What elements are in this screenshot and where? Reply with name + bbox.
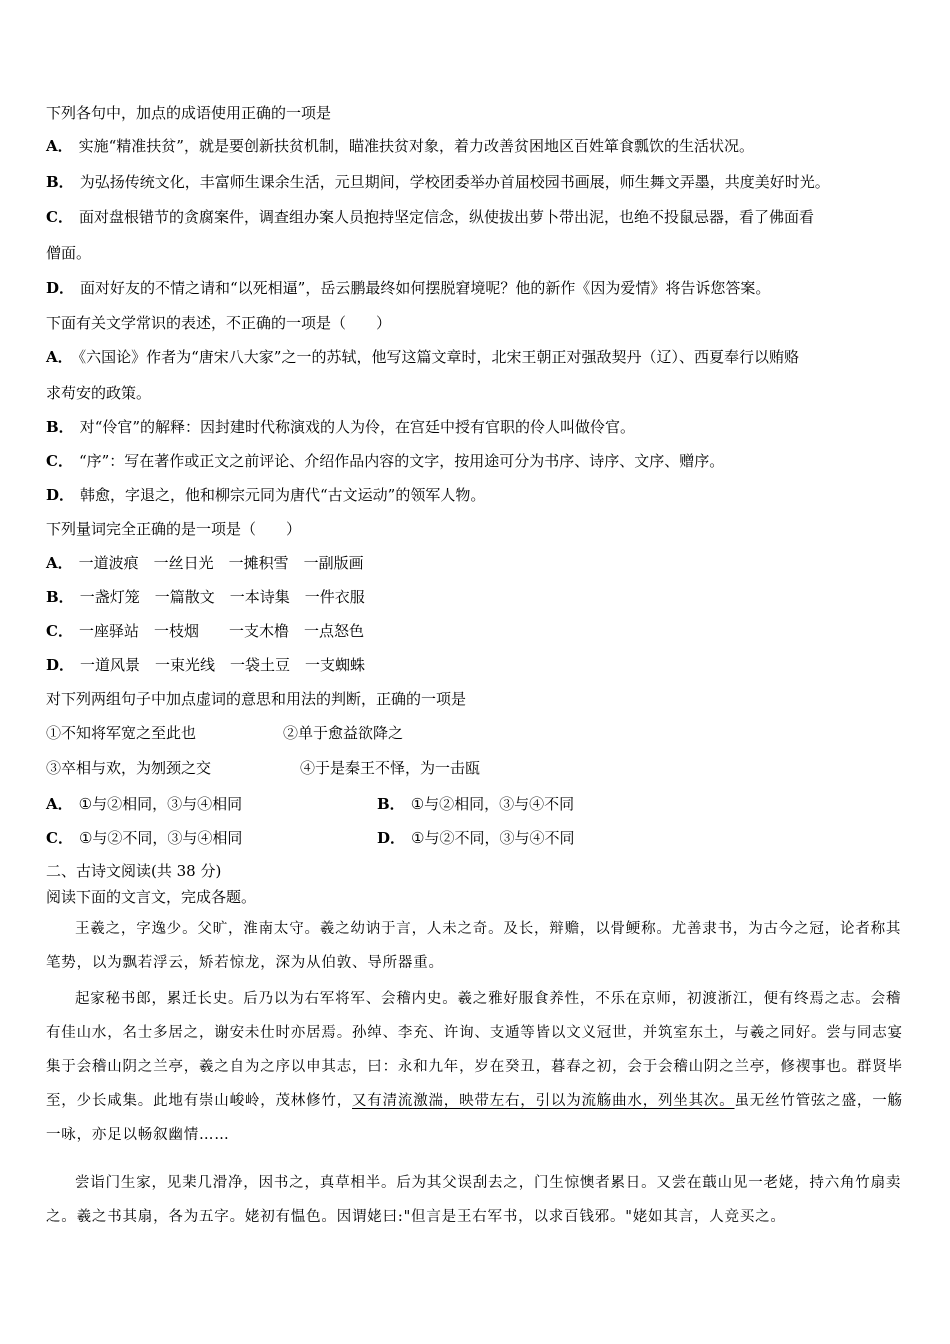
option-label: B． bbox=[46, 588, 74, 606]
option-label: D． bbox=[377, 829, 406, 847]
option-label: D． bbox=[46, 486, 75, 504]
option-label: B． bbox=[46, 173, 74, 191]
option-text: 为弘扬传统文化，丰富师生课余生活，元旦期间，学校团委举办首届校园书画展，师生舞文弄墨，共度美好时光。 bbox=[79, 173, 830, 191]
option-label: D． bbox=[46, 279, 75, 297]
q3-option-d[interactable] bbox=[46, 655, 365, 675]
q4-sentence-2: ②单于愈益欲降之 bbox=[283, 724, 404, 742]
option-label: C． bbox=[46, 452, 73, 470]
passage-text: 虽无丝竹管弦之盛，一觞一咏，亦足以畅叙幽情…… bbox=[46, 1093, 903, 1143]
q3-option-b[interactable] bbox=[46, 587, 365, 607]
passage-text: 起家秘书郎，累迁长史。后乃以为右军将军、会稽内史。羲之雅好服食养性，不乐在京师，初渡浙江，便有终焉之志。会稽有佳山水，名士多居之，谢安未仕时亦居焉。孙绰、李充、许询、支遁等皆以文义冠世，并筑室东土，与羲之同好。尝与同志宴集于会稽山阴之兰亭，羲之自为之序以申其志，曰：永和九年，岁在癸丑，暮春之初，会于会稽山阴之兰亭，修禊事也。群贤毕至，少长咸集。此地有崇山峻岭，茂林修竹， bbox=[46, 991, 903, 1109]
option-label: A． bbox=[46, 348, 73, 366]
passage-paragraph-1: 王羲之，字逸少。父旷，淮南太守。羲之幼讷于言，人未之奇。及长，辩赡，以骨鲠称。尤善隶书，为古今之冠，论者称其笔势，以为飘若浮云，矫若惊龙，深为从伯敦、导所器重。 bbox=[46, 921, 902, 971]
q4-option-a[interactable] bbox=[46, 794, 242, 814]
q2-stem: 下面有关文学常识的表述，不正确的一项是（ ） bbox=[46, 314, 392, 332]
q1-option-b[interactable] bbox=[46, 172, 830, 192]
q3-option-c[interactable] bbox=[46, 621, 364, 641]
q4-sentence-1: ①不知将军宽之至此也 bbox=[46, 724, 197, 742]
option-label: A． bbox=[46, 137, 73, 155]
option-text: 面对好友的不情之请和“以死相逼”，岳云鹏最终如何摆脱窘境呢？他的新作《因为爱情》将告诉您答案。 bbox=[80, 279, 771, 297]
q2-option-c[interactable] bbox=[46, 451, 724, 471]
q2-option-a[interactable] bbox=[46, 347, 799, 367]
option-text: 韩愈，字退之，他和柳宗元同为唐代“古文运动”的领军人物。 bbox=[80, 486, 486, 504]
underlined-sentence: 又有清流激湍，映带左右，引以为流觞曲水，列坐其次。 bbox=[352, 1093, 735, 1109]
option-label: B． bbox=[46, 418, 74, 436]
option-label: D． bbox=[46, 656, 75, 674]
q4-sentence-4: ④于是秦王不怿，为一击瓯 bbox=[300, 759, 481, 777]
option-text: ①与②不同，③与④相同 bbox=[78, 829, 243, 847]
option-text: 面对盘根错节的贪腐案件，调查组办案人员抱持坚定信念，纵使拔出萝卜带出泥，也绝不投鼠忌器，看了佛面看 bbox=[78, 208, 814, 226]
option-label: C． bbox=[46, 829, 73, 847]
q4-stem: 对下列两组句子中加点虚词的意思和用法的判断，正确的一项是 bbox=[46, 690, 467, 708]
option-text: 一道风景 一束光线 一袋土豆 一支蜘蛛 bbox=[80, 656, 366, 674]
q2-option-a-cont: 求苟安的政策。 bbox=[46, 384, 152, 402]
q1-option-c-cont: 僧面。 bbox=[46, 244, 92, 262]
section-heading: 二、古诗文阅读(共 38 分) bbox=[46, 862, 222, 880]
option-text: “序”：写在著作或正文之前评论、介绍作品内容的文字，按用途可分为书序、诗序、文序、赠序。 bbox=[78, 452, 725, 470]
option-text: ①与②相同，③与④相同 bbox=[78, 795, 243, 813]
passage-paragraph-3: 尝诣门生家，见棐几滑净，因书之，真草相半。后为其父误刮去之，门生惊懊者累日。又尝在蕺山见一老姥，持六角竹扇卖之。羲之书其扇，各为五字。姥初有愠色。因谓姥曰:"但言是王右军书，以求百钱邪。"姥如其言，人竞买之。 bbox=[46, 1175, 902, 1225]
passage-paragraph-2 bbox=[46, 982, 906, 1152]
option-label: A． bbox=[46, 795, 73, 813]
option-label: B． bbox=[377, 795, 405, 813]
option-text: 实施“精准扶贫”，就是要创新扶贫机制，瞄准扶贫对象，着力改善贫困地区百姓箪食瓢饮的生活状况。 bbox=[78, 137, 754, 155]
q1-option-c[interactable] bbox=[46, 207, 814, 227]
q4-sentence-3: ③卒相与欢，为刎颈之交 bbox=[46, 759, 212, 777]
option-label: C． bbox=[46, 622, 73, 640]
q3-option-a[interactable] bbox=[46, 553, 364, 573]
section-instruction: 阅读下面的文言文，完成各题。 bbox=[46, 888, 257, 906]
option-text: 一道波痕 一丝日光 一摊积雪 一副版画 bbox=[78, 554, 364, 572]
q4-option-d[interactable] bbox=[377, 828, 574, 848]
option-label: C． bbox=[46, 208, 73, 226]
option-text: 《六国论》作者为“唐宋八大家”之一的苏轼，他写这篇文章时，北宋王朝正对强敌契丹（辽）、西夏奉行以贿赂 bbox=[78, 348, 799, 366]
option-text: ①与②相同，③与④不同 bbox=[410, 795, 575, 813]
q4-option-b[interactable] bbox=[377, 794, 574, 814]
q2-option-d[interactable] bbox=[46, 485, 485, 505]
q3-stem: 下列量词完全正确的是一项是（ ） bbox=[46, 520, 302, 538]
option-text: 一盏灯笼 一篇散文 一本诗集 一件衣服 bbox=[79, 588, 365, 606]
option-text: 对“伶官”的解释：因封建时代称演戏的人为伶，在宫廷中授有官职的伶人叫做伶官。 bbox=[79, 418, 636, 436]
q1-option-a[interactable] bbox=[46, 136, 754, 156]
q4-option-c[interactable] bbox=[46, 828, 242, 848]
option-label: A． bbox=[46, 554, 73, 572]
q1-option-d[interactable] bbox=[46, 278, 770, 298]
q1-stem: 下列各句中，加点的成语使用正确的一项是 bbox=[46, 104, 332, 122]
q2-option-b[interactable] bbox=[46, 417, 635, 437]
option-text: 一座驿站 一枝烟 一支木橹 一点怒色 bbox=[78, 622, 364, 640]
option-text: ①与②不同，③与④不同 bbox=[411, 829, 575, 847]
